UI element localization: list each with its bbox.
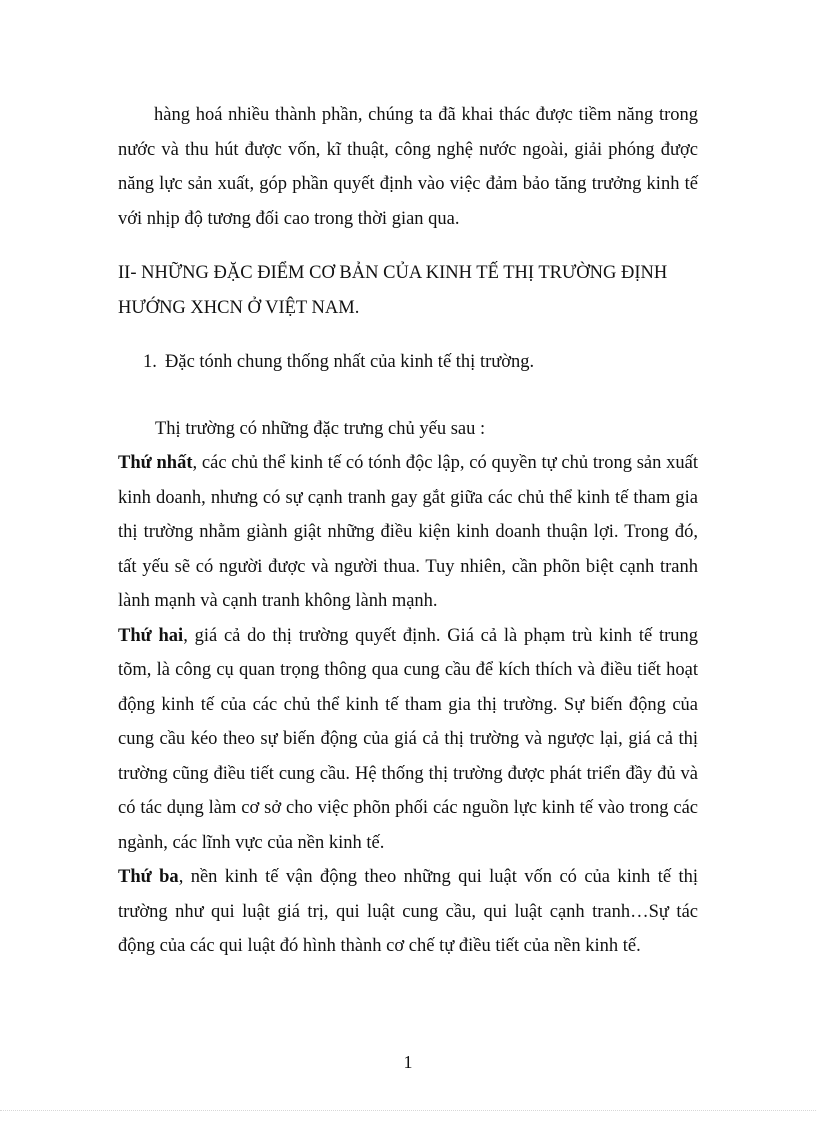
point-label-first: Thứ nhất: [118, 453, 193, 473]
subsection-number: 1.: [143, 352, 157, 372]
page-number: 1: [403, 1052, 413, 1072]
lead-sentence: Thị trường có những đặc trưng chủ yếu sau :: [155, 418, 486, 439]
page-content: [118, 98, 698, 964]
intro-paragraph: hàng hoá nhiều thành phần, chúng ta đã khai thác được tiềm năng trong nước và thu hút được vốn, kĩ thuật, công nghệ nước ngoài, giải phóng được năng lực sản xuất, góp phần quyết định vào việc đảm bảo tăng trưởng kinh tế với nhịp độ tương đối cao trong thời gian qua.: [118, 105, 698, 229]
point-paragraph-third: [118, 860, 698, 964]
section-heading: II- NHỮNG ĐẶC ĐIỂM CƠ BẢN CỦA KINH TẾ THỊ TRƯỜNG ĐỊNH HƯỚNG XHCN Ở VIỆT NAM.: [118, 263, 668, 318]
subsection-title: Đặc tónh chung thống nhất của kinh tế thị trường.: [165, 352, 535, 372]
point-label-third: Thứ ba: [118, 867, 179, 887]
subsection-heading: [118, 345, 698, 380]
page-bottom-divider: [0, 1110, 816, 1111]
point-paragraph-second: [118, 619, 698, 861]
point-text-first: , các chủ thể kinh tế có tónh độc lập, có quyền tự chủ trong sản xuất kinh doanh, nhưng có sự cạnh tranh gay gắt giữa các chủ thể kinh tế tham gia thị trường nhằm giành giật những điều kiện kinh doanh thuận lợi. Trong đó, tất yếu sẽ có người được và người thua. Tuy nhiên, cần phõn biệt cạnh tranh lành mạnh và cạnh tranh không lành mạnh.: [118, 453, 699, 611]
point-text-third: , nền kinh tế vận động theo những qui luật vốn có của kinh tế thị trường như qui luật giá trị, qui luật cung cầu, qui luật cạnh tranh…Sự tác động của các qui luật đó hình thành cơ chế tự điều tiết của nền kinh tế.: [118, 867, 698, 956]
point-label-second: Thứ hai: [118, 625, 184, 646]
point-paragraph-first: [118, 446, 698, 619]
point-text-second: , giá cả do thị trường quyết định. Giá cả là phạm trù kinh tế trung tõm, là công cụ quan trọng thông qua cung cầu để kích thích và điều tiết hoạt động kinh tế của các chủ thể kinh tế tham gia thị trường. Sự biến động của cung cầu kéo theo sự biến động của giá cả thị trường và ngược lại, giá cả thị trường cũng điều tiết cung cầu. Hệ thống thị trường được phát triển đầy đủ và có tác dụng làm cơ sở cho việc phõn phối các nguồn lực kinh tế vào trong các ngành, các lĩnh vực của nền kinh tế.: [118, 625, 698, 853]
